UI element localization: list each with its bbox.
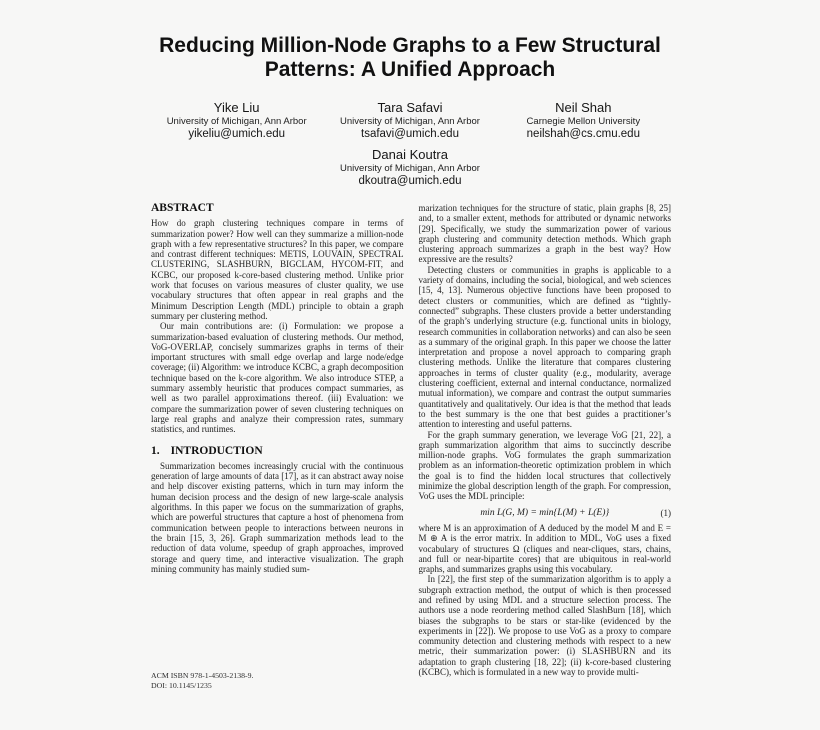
author-name: Tara Safavi — [377, 100, 443, 115]
author-block — [323, 101, 496, 140]
author-row-1 — [150, 101, 670, 140]
isbn-line: ACM ISBN 978-1-4503-2138-9. — [151, 671, 254, 680]
author-name: Danai Koutra — [372, 147, 448, 162]
author-email: dkoutra@umich.edu — [358, 175, 462, 187]
paper-title-line1: Reducing Million-Node Graphs to a Few Structural — [159, 34, 661, 57]
section-number: 1. — [151, 444, 160, 457]
body-paragraph: Detecting clusters or communities in graphs is applicable to a variety of domains, including the social, biological, and web sciences [15, 4, 13]. Numerous objective functions have been proposed to detect clusters or communities, which are defined as “tightly-connected” subgraphs. These clusters provide a better understanding of the graph’s underlying structure (e.g. functional units in biology, research communities in collaboration networks) and can also be seen as a summary of the original graph. In this paper we choose the latter interpretation and propose a novel approach to comparing graph clustering methods. Unlike the literature that compares clustering approaches in terms of cluster quality (e.g., modularity, average clustering coefficient, external and internal conductance, normalized mutual information), we compare and contrast the output summaries quantitatively and qualitatively. Our idea is that the method that leads to the best summary is the one that best guides a practitioner’s attention to interesting and useful patterns. — [418, 264, 671, 430]
equation-number: (1) — [660, 507, 671, 518]
abstract-paragraph: How do graph clustering techniques compare in terms of summarization power? How well can they summarize a million-node graph with a few representative structures? In this paper, we compare and contrast different techniques: METIS, LOUVAIN, SPECTRAL CLUSTERING, SLASHBURN, BIGCLAM, HYCOM-FIT, and KCBC, our proposed k-core-based clustering method. Unlike prior work that focuses on various measures of cluster quality, we use vocabulary structures that often appear in real graphs and the Minimum Description Length (MDL) principle to obtain a graph summary per clustering method. — [151, 218, 404, 321]
abstract-paragraph: Our main contributions are: (i) Formulation: we propose a summarization-based evaluation of clustering methods. Our method, VoG-OVERLAP, concisely summarizes graphs in terms of their important structures with small edge overlap and large node/edge coverage; (ii) Algorithm: we introduce KCBC, a graph decomposition technique based on the k-core algorithm. We also introduce STEP, a summary assembly heuristic that produces compact summaries, as well as two parallel approximations thereof. (iii) Evaluation: we compare the summarization power of seven clustering techniques on large real graphs and analyze their compression rates, summary statistics, and runtimes. — [151, 321, 404, 435]
equation-block — [419, 508, 672, 518]
equation: min L(G, M) = min{L(M) + L(E)} — [480, 507, 610, 518]
author-affiliation: University of Michigan, Ann Arbor — [340, 163, 480, 174]
author-row-2 — [0, 148, 820, 187]
paper-title — [0, 34, 820, 82]
author-block — [497, 101, 670, 140]
introduction-heading — [151, 446, 404, 456]
right-column — [419, 203, 672, 677]
body-columns — [151, 203, 671, 677]
author-block — [150, 101, 323, 140]
author-email: neilshah@cs.cmu.edu — [526, 128, 640, 140]
author-name: Neil Shah — [555, 100, 612, 115]
left-column — [151, 203, 404, 677]
author-affiliation: University of Michigan, Ann Arbor — [166, 116, 307, 127]
body-paragraph: where M is an approximation of A deduced by the model M and E = M ⊕ A is the error matrix. In addition to MDL, VoG uses a fixed vocabulary of structures Ω (cliques and near-cliques, stars, chains, and full or near-bipartite cores) that are ubiquitous in real-world graphs, and summarizes graphs using this vocabulary. — [418, 522, 671, 575]
author-name: Yike Liu — [213, 100, 260, 115]
author-block — [0, 148, 820, 187]
body-paragraph: marization techniques for the structure of static, plain graphs [8, 25] and, to a smaller extent, methods for attributed or dynamic networks [29]. Specifically, we study the summarization power of various graph clustering and community detection methods. Which graph clustering approach summarizes a graph in the best way? How expressive are the results? — [418, 203, 671, 265]
author-affiliation: Carnegie Mellon University — [526, 116, 641, 127]
body-paragraph: In [22], the first step of the summarization algorithm is to apply a subgraph extraction method, the output of which is then processed and refined by using MDL and a structure selection process. The authors use a node reordering method called SlashBurn [18], which biases the subgraphs to be stars or star-like (evidenced by the experiments in [22]). We propose to use VoG as a proxy to compare community detection and clustering methods with respect to a new metric, their summarization power: (i) SLASHBURN and its adaptation to graph clustering [18, 22]; (ii) k-core-based clustering (KCBC), which is formulated in a new way to provide multi- — [418, 574, 671, 678]
body-paragraph: For the graph summary generation, we leverage VoG [21, 22], a graph summarization algorithm that aims to succinctly describe million-node graphs. VoG formulates the graph summarization problem as an information-theoretic optimization problem in which the goal is to find the hidden local structures that collectively minimize the global description length of the graph. For compression, VoG uses the MDL principle: — [418, 429, 671, 502]
author-email: tsafavi@umich.edu — [361, 128, 459, 140]
abstract-heading: ABSTRACT — [151, 202, 214, 214]
author-affiliation: University of Michigan, Ann Arbor — [340, 116, 480, 127]
intro-paragraph: Summarization becomes increasingly crucial with the continuous generation of large amounts of data [17], as it can abstract away noise and help discover existing patterns, which in turn may inform the human decision process and the design of new large-scale analysis algorithms. In this paper we focus on the summarization of graphs, which are powerful structures that capture a host of phenomena from communication between people to interactions between neurons in the brain [15, 3, 26]. Graph summarization methods lead to the reduction of data volume, speedup of graph approaches, improved storage and query time, and interactive visualization. The graph mining community has mainly studied sum- — [151, 460, 404, 574]
doi-line: DOI: 10.1145/1235 — [151, 681, 212, 690]
paper-title-line2: Patterns: A Unified Approach — [264, 58, 556, 81]
section-title: INTRODUCTION — [170, 444, 263, 457]
author-email: yikeliu@umich.edu — [188, 128, 286, 140]
copyright-block — [151, 671, 253, 691]
